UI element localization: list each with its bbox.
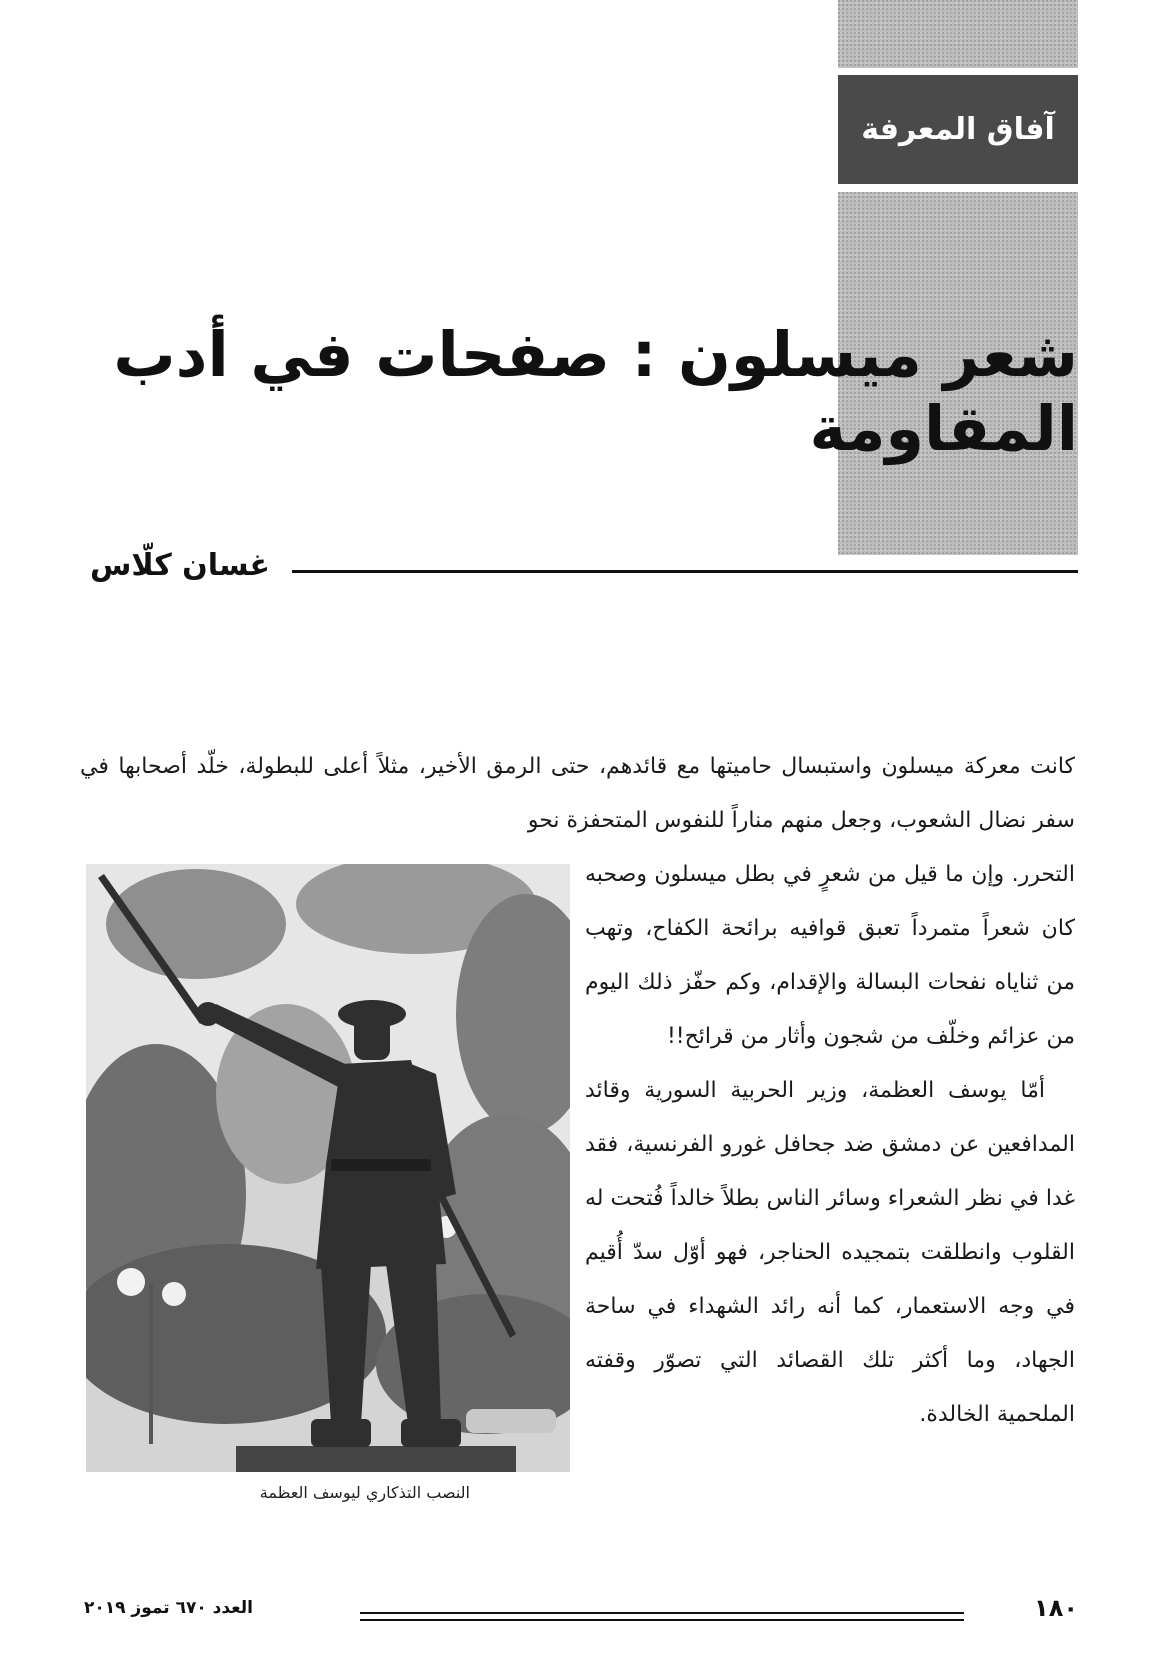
article-title: شعر ميسلون : صفحات في أدب المقاومة	[113, 318, 1078, 466]
decorative-gray-block-top	[838, 0, 1078, 68]
footer-rule	[360, 1612, 964, 1614]
text-column	[585, 848, 1075, 1442]
section-label-text: آفاق المعرفة	[861, 112, 1055, 147]
author-divider	[292, 570, 1078, 573]
issue-info: العدد ٦٧٠ تموز ٢٠١٩	[84, 1598, 253, 1618]
paragraph: أمّا يوسف العظمة، وزير الحربية السورية وقائد المدافعين عن دمشق ضد جحافل غورو الفرنسية، فقد غدا في نظر الشعراء وسائر الناس بطلاً خالداً فُتحت له القلوب وانطلقت بتمجيده الحناجر، فهو أوّل سدّ أُقيم في وجه الاستعمار، كما أنه رائد الشهداء في ساحة الجهاد، وما أكثر تلك القصائد التي تصوّر وقفته الملحمية الخالدة.	[585, 1078, 1075, 1427]
figure-caption: النصب التذكاري ليوسف العظمة	[259, 1483, 470, 1502]
intro-paragraph: كانت معركة ميسلون واستبسال حاميتها مع قائدهم، حتى الرمق الأخير، مثلاً أعلى للبطولة، خلّد أصحابها في سفر نضال الشعوب، وجعل منهم مناراً للنفوس المتحفزة نحو	[80, 754, 1075, 833]
statue-photo	[86, 864, 570, 1472]
paragraph-continued: التحرر. وإن ما قيل من شعرٍ في بطل ميسلون وصحبه كان شعراً متمرداً تعبق قوافيه برائحة الكفاح، وتهب من ثناياه نفحات البسالة والإقدام، وكم حفّز ذلك اليوم من عزائم وخلّف من شجون وأثار من قرائح!!	[585, 862, 1075, 1049]
author-name: غسان كلّاس	[90, 548, 270, 583]
page-number: ١٨٠	[1034, 1594, 1078, 1622]
section-label	[838, 75, 1078, 184]
statue-illustration	[86, 864, 570, 1472]
footer-rule	[360, 1619, 964, 1621]
